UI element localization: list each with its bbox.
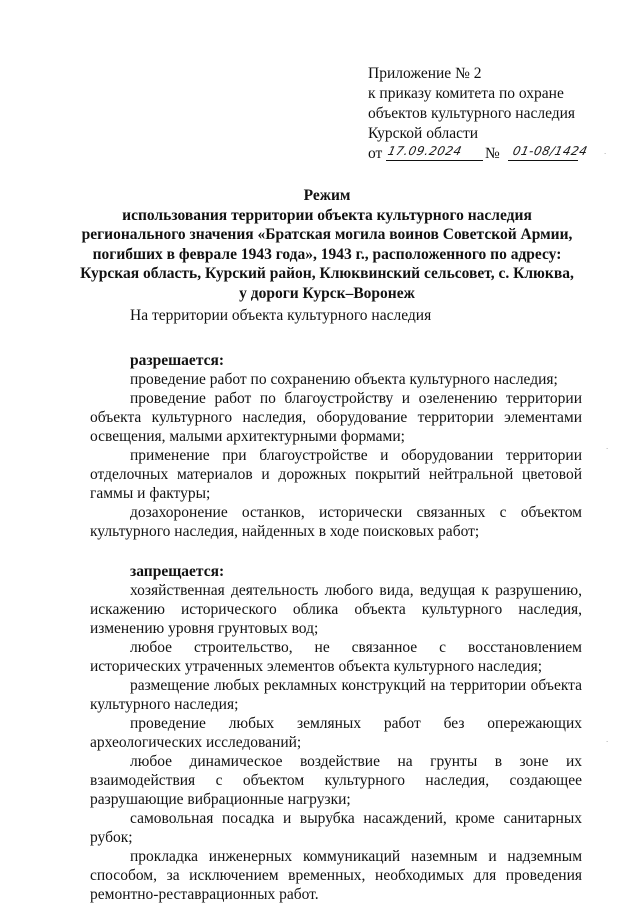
forbidden-item: хозяйственная деятельность любого вида, ведущая к разрушению, искажению исторического облика объекта культурного наследия, изменению уровня грунтовых вод; [90, 582, 582, 637]
allowed-item: дозахоронение останков, исторически связанных с объектом культурного наследия, найденных в ходе поисковых работ; [90, 504, 582, 540]
scan-mark: · [606, 445, 609, 453]
allowed-item: проведение работ по благоустройству и озеленению территории объекта культурного наследия, оборудование территории элементами освещения, малыми архитектурными формами; [90, 390, 582, 445]
number-sign: № [485, 145, 500, 162]
title-line: Режим [303, 187, 351, 204]
scan-mark: · [604, 150, 607, 158]
allowed-item: проведение работ по сохранению объекта культурного наследия; [130, 371, 558, 388]
handwritten-order-number: 01-08/1424 [511, 144, 589, 158]
forbidden-item: проведение любых земляных работ без опережающих археологических исследований; [90, 715, 582, 751]
appendix-order-ref: к приказу комитета по охране [368, 85, 564, 102]
appendix-region: Курской области [368, 125, 479, 142]
forbidden-heading: запрещается: [130, 563, 225, 580]
title-line: погибших в феврале 1943 года», 1943 г., расположенного по адресу: [92, 245, 562, 263]
appendix-committee: объектов культурного наследия [368, 105, 576, 122]
order-date-line [368, 144, 618, 164]
forbidden-item: самовольная посадка и вырубка насаждений, кроме санитарных рубок; [90, 810, 582, 846]
appendix-number: Приложение № 2 [368, 65, 482, 82]
allowed-heading: разрешается: [130, 352, 225, 369]
appendix-header [368, 64, 618, 164]
document-title [62, 186, 592, 303]
forbidden-item: размещение любых рекламных конструкций на территории объекта культурного наследия; [90, 677, 582, 713]
title-line: у дороги Курск–Воронеж [239, 284, 415, 302]
from-label: от [368, 145, 383, 162]
scan-mark: · [606, 738, 609, 746]
title-line: Курская область, Курский район, Клюквинский сельсовет, с. Клюква, [80, 265, 574, 282]
intro-paragraph: На территории объекта культурного наследия [130, 307, 432, 324]
allowed-item: применение при благоустройстве и оборудовании территории отделочных материалов и дорожных покрытий нейтральной цветовой гаммы и фактуры; [90, 447, 582, 502]
handwritten-date: 17.09.2024 [386, 144, 464, 158]
document-body [90, 306, 582, 904]
title-line: регионального значения «Братская могила воинов Советской Армии, [81, 226, 573, 243]
forbidden-item: любое строительство, не связанное с восстановлением исторических утраченных элементов объекта культурного наследия; [90, 639, 582, 675]
title-line: использования территории объекта культурного наследия [122, 206, 532, 224]
forbidden-item: любое динамическое воздействие на грунты в зоне их взаимодействия с объектом культурного наследия, создающее разрушающие вибрационные нагрузки; [90, 753, 582, 808]
forbidden-item: прокладка инженерных коммуникаций наземным и надземным способом, за исключением временных, необходимых для проведения ремонтно-реставрационных работ. [90, 848, 582, 903]
